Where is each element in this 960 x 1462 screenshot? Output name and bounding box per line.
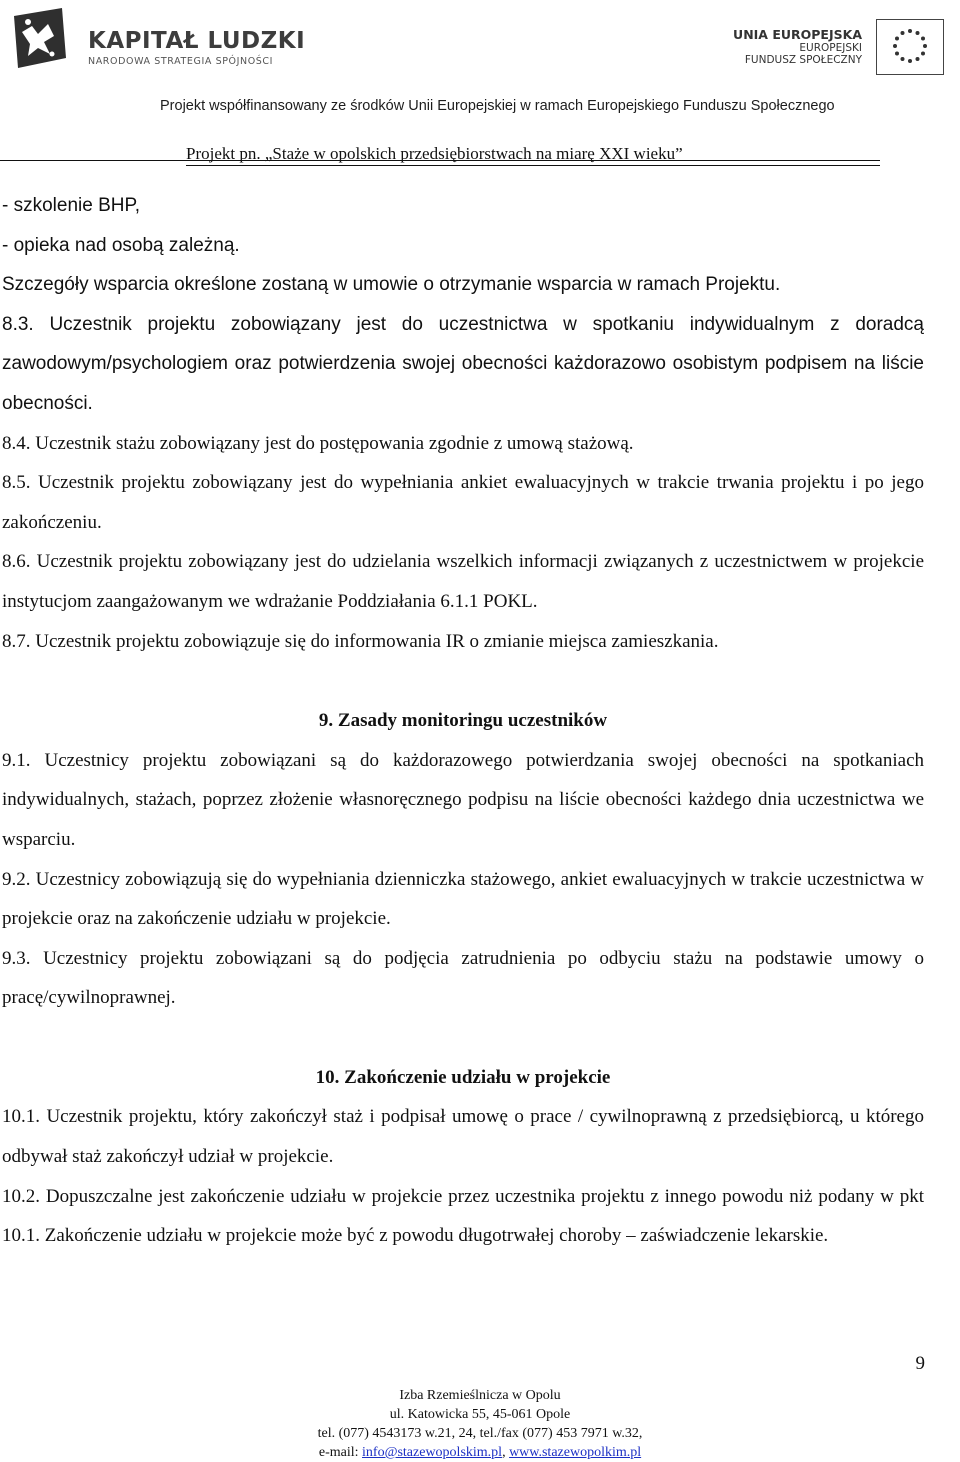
- footer-email-link[interactable]: info@stazewopolskim.pl: [362, 1445, 503, 1460]
- eu-wordmark: [733, 28, 862, 66]
- eu-line-2: FUNDUSZ SPOŁECZNY: [744, 54, 862, 66]
- paragraph-9-1: 9.1. Uczestnicy projektu zobowiązani są do każdorazowego potwierdzania swojej obecności na spotkaniach indywidualnych, stażach, poprzez złożenie własnoręcznego podpisu na liście obecności każdego dnia uczestnictwa we wsparciu.: [2, 749, 924, 850]
- paragraph-8-4: 8.4. Uczestnik stażu zobowiązany jest do postępowania zgodnie z umową stażową.: [2, 432, 634, 454]
- eu-flag-icon: [876, 19, 944, 75]
- page-header: [0, 0, 960, 170]
- cofinancing-note: Projekt współfinansowany ze środków Unii Europejskiej w ramach Europejskiego Funduszu Społecznego: [160, 98, 835, 114]
- eu-title: UNIA EUROPEJSKA: [733, 27, 862, 42]
- page-footer: [0, 1386, 960, 1462]
- paragraph-10-1: 10.1. Uczestnik projektu, który zakończył staż i podpisał umowę o prace / cywilnoprawną z przedsiębiorcą, u którego odbywał staż zakończył udział w projekcie.: [2, 1106, 924, 1168]
- section-10-heading: 10. Zakończenie udziału w projekcie: [315, 1066, 611, 1088]
- support-details-paragraph: Szczegóły wsparcia określone zostaną w umowie o otrzymanie wsparcia w ramach Projektu.: [2, 274, 781, 296]
- list-item-care: - opieka nad osobą zależną.: [2, 234, 240, 256]
- section-9-heading: 9. Zasady monitoringu uczestników: [318, 710, 608, 732]
- header-divider: [0, 160, 880, 161]
- paragraph-8-5: 8.5. Uczestnik projektu zobowiązany jest do wypełniania ankiet ewaluacyjnych w trakcie trwania projektu i po jego zakończeniu.: [2, 472, 924, 533]
- document-body: [2, 186, 924, 1256]
- paragraph-9-3: 9.3. Uczestnicy projektu zobowiązani są do podjęcia zatrudnienia po odbyciu stażu na podstawie umowy o pracę/cywilnoprawnej.: [2, 947, 924, 1009]
- kapital-ludzki-wordmark: [88, 28, 305, 67]
- eu-line-1: EUROPEJSKI: [799, 42, 862, 54]
- kapital-ludzki-title: KAPITAŁ LUDZKI: [88, 28, 306, 54]
- kapital-ludzki-logo: [8, 6, 308, 76]
- footer-organization: Izba Rzemieślnicza w Opolu: [399, 1388, 561, 1403]
- paragraph-10-2: 10.2. Dopuszczalne jest zakończenie udziału w projekcie przez uczestnika projektu z innego powodu niż podany w pkt 10.1. Zakończenie udziału w projekcie może być z powodu długotrwałej choroby – zaświadczenie lekarskie.: [2, 1185, 924, 1247]
- footer-email-label: e-mail:: [318, 1445, 363, 1460]
- page-number: 9: [915, 1353, 925, 1374]
- list-item-bhp: - szkolenie BHP,: [2, 195, 140, 216]
- footer-address: ul. Katowicka 55, 45-061 Opole: [389, 1407, 571, 1422]
- footer-phone: tel. (077) 4543173 w.21, 24, tel./fax (077) 453 7971 w.32,: [317, 1426, 643, 1441]
- paragraph-8-6: 8.6. Uczestnik projektu zobowiązany jest do udzielania wszelkich informacji związanych z uczestnictwem w projekcie instytucjom zaangażowanym we wdrażanie Poddziałania 6.1.1 POKL.: [2, 551, 924, 612]
- paragraph-8-7: 8.7. Uczestnik projektu zobowiązuje się do informowania IR o zmianie miejsca zamieszkania.: [2, 630, 719, 652]
- footer-contact: [0, 1443, 960, 1462]
- kapital-ludzki-emblem-icon: [8, 6, 70, 72]
- kapital-ludzki-subtitle: NARODOWA STRATEGIA SPÓJNOŚCI: [88, 56, 274, 67]
- paragraph-9-2: 9.2. Uczestnicy zobowiązują się do wypełniania dzienniczka stażowego, ankiet ewaluacyjnych w trakcie uczestnictwa w projekcie oraz na zakończenie udziału w projekcie.: [2, 868, 924, 930]
- project-name: Projekt pn. „Staże w opolskich przedsiębiorstwach na miarę XXI wieku”: [186, 143, 880, 166]
- footer-separator: ,: [502, 1445, 510, 1460]
- footer-website-link[interactable]: www.stazewopolkim.pl: [509, 1445, 642, 1460]
- paragraph-8-3: 8.3. Uczestnik projektu zobowiązany jest do uczestnictwa w spotkaniu indywidualnym z doradcą zawodowym/psychologiem oraz potwierdzenia swojej obecności każdorazowo osobistym podpisem na liście obecności.: [2, 313, 924, 414]
